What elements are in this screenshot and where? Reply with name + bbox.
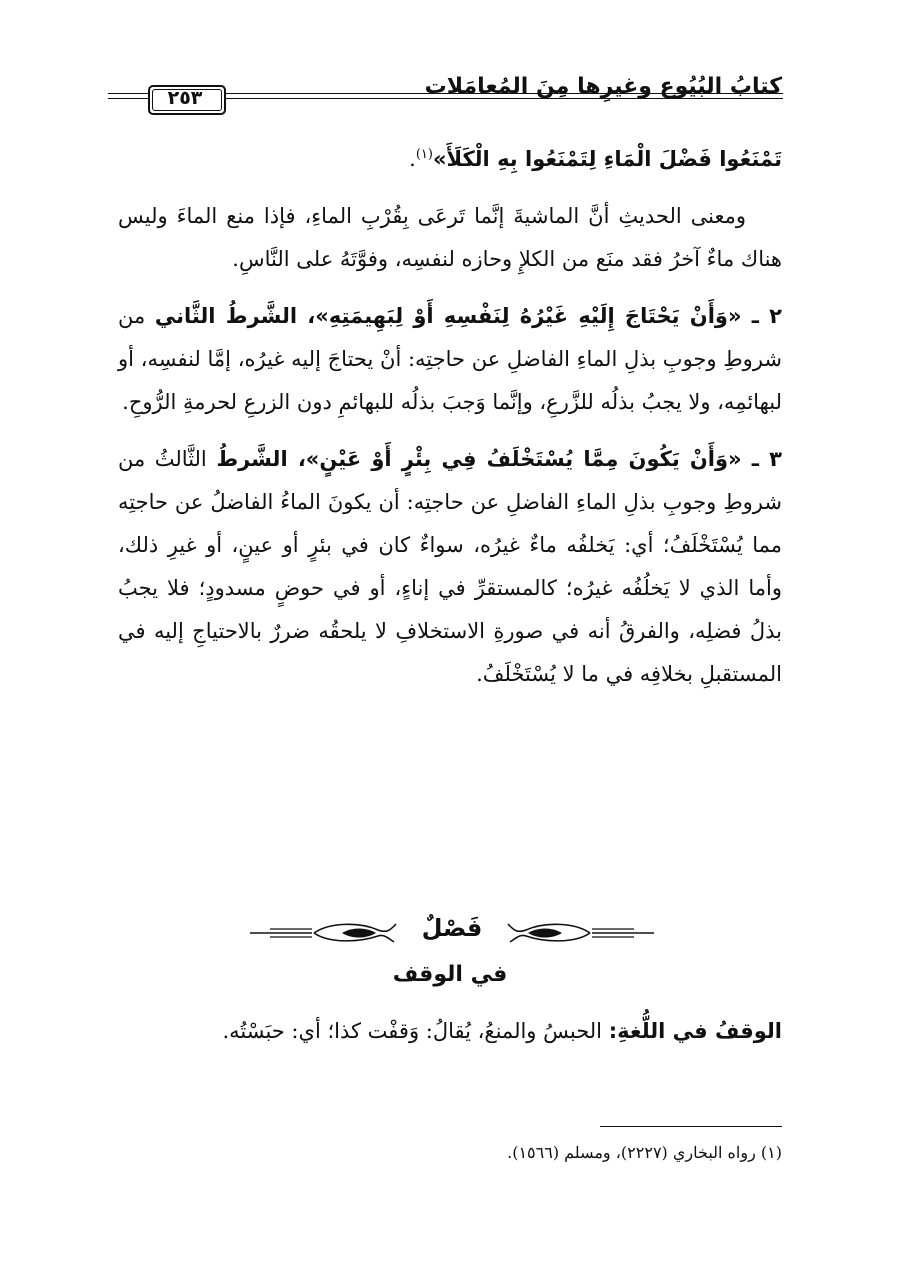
main-text [118, 138, 782, 710]
section-word: فَصْلٌ [421, 914, 483, 942]
section-text [118, 1010, 782, 1053]
condition-two-text: من شروطِ وجوبِ بذلِ الماءِ الفاضلِ عن حاجتِه: أنْ يحتاجَ إليه غيرُه، إمَّا لنفسِه، أو لبهائمِه، ولا يجبُ بذلُه للزَّرعِ، وإنَّما وَجبَ بذلُه للبهائمِ دون الزرعِ لحرمةِ الرُّوحِ. [118, 304, 782, 414]
paragraph-condition-three [118, 438, 782, 696]
hadith-quote: تَمْنَعُوا فَضْلَ الْمَاءِ لِتَمْنَعُوا بِهِ الْكَلَأَ» [432, 147, 782, 171]
section-title: في الوقف [392, 962, 508, 987]
condition-three-text: الثَّالثُ من شروطِ وجوبِ بذلِ الماءِ الفاضلِ عن حاجتِه: أن يكونَ الماءُ الفاضلُ عن حاجتِه مما يُسْتَخْلَفُ؛ أي: يَخلفُه ماءٌ غيرُه، سواءٌ كان في بئرٍ أو عينٍ، أو غيرِ ذلك، وأما الذي لا يَخلُفُه غيرُه؛ كالمستقرِّ في إناءٍ، أو في حوضٍ مسدودٍ؛ فلا يجبُ بذلُ فضلِه، والفرقُ أنه في صورةِ الاستخلافِ لا يلحقُه ضررٌ بالاحتياجِ إليه في المستقبلِ بخلافِه في ما لا يُسْتَخْلَفُ. [118, 447, 782, 686]
footnote-rule [600, 1126, 782, 1127]
paragraph-hadith-meaning: ومعنى الحديثِ أنَّ الماشيةَ إنَّما تَرعَى بِقُرْبِ الماءِ، فإذا منع الماءَ وليس هناك ماءٌ آخرُ فقد منَع من الكلإِ وحازه لنفسِه، وفوَّتَهُ على النَّاسِ. [118, 204, 782, 271]
footnote-reference: (١) [415, 147, 433, 162]
footnote: (١) رواه البخاري (٢٢٢٧)، ومسلم (١٥٦٦). [507, 1143, 782, 1162]
definition-text: الحبسُ والمنعُ، يُقالُ: وَقفْت كذا؛ أي: حبَسْتُه. [222, 1019, 603, 1043]
ornament-right-icon [504, 920, 654, 946]
condition-three-heading: ٣ ـ «وَأَنْ يَكُونَ مِمَّا يُسْتَخْلَفُ فِي بِئْرٍ أَوْ عَيْنٍ»، الشَّرطُ [216, 447, 782, 471]
paragraph-condition-two [118, 295, 782, 424]
hadith-end-mark: . [409, 147, 416, 171]
running-title: كتابُ البُيُوع وغيرِها مِنَ المُعامَلات [424, 74, 782, 99]
definition-lead: الوقفُ في اللُّغةِ: [608, 1019, 782, 1043]
condition-two-heading: ٢ ـ «وَأَنْ يَحْتَاجَ إِلَيْهِ غَيْرُهُ لِنَفْسِهِ أَوْ لِبَهِيمَتِهِ»، الشَّرطُ الثَّاني [154, 304, 782, 328]
section-ornament [250, 912, 654, 952]
header-rule-left-end [108, 93, 142, 99]
hadith-line [118, 138, 782, 181]
page-number: ٢٥٣ [167, 87, 203, 109]
